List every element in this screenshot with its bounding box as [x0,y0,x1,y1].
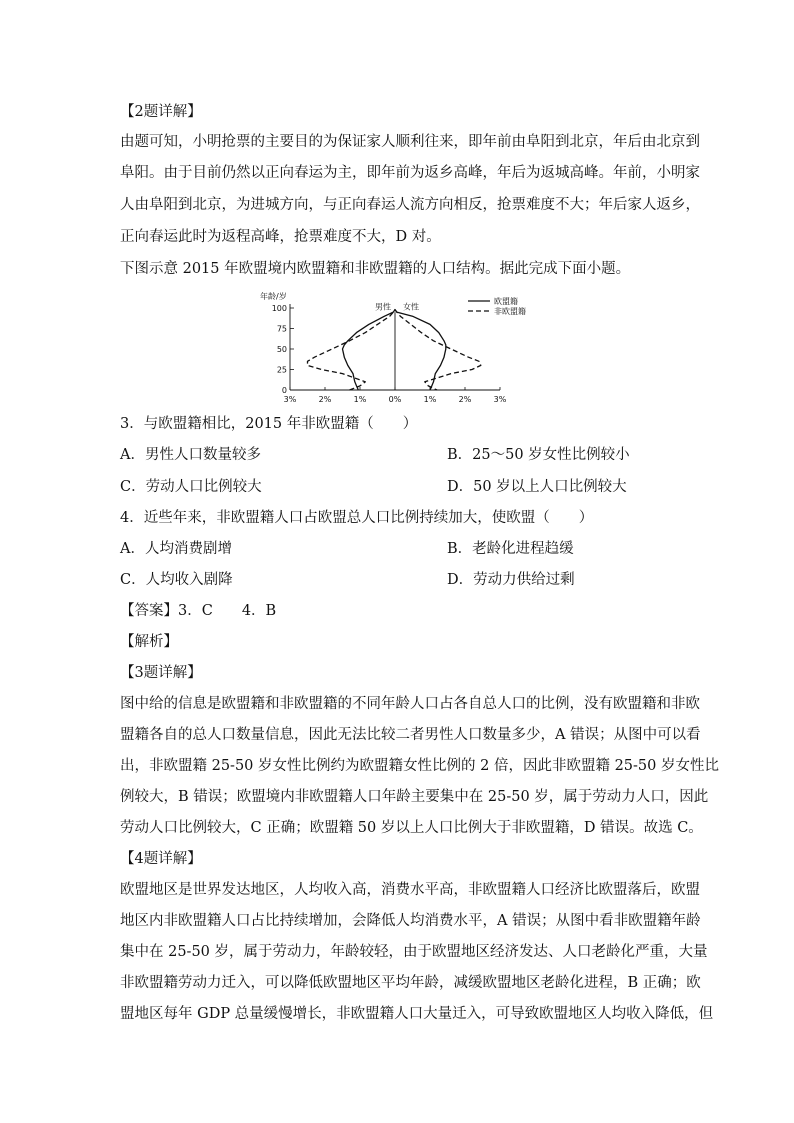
eu-citizens-series-line [343,310,446,390]
q3-detail-line: 盟籍各自的总人口数量信息，因此无法比较二者男性人口数量多少，A 错误；从图中可以看 [120,727,701,743]
y-tick-label: 75 [276,324,287,334]
y-tick-label: 50 [276,345,287,354]
q3-stem: 3．与欧盟籍相比，2015 年非欧盟籍（ ） [120,416,418,432]
x-tick-label: 0% [388,395,402,404]
q4-option-b: B．老龄化进程趋缓 [447,541,574,557]
x-tick-label: 3% [283,395,297,404]
q4-detail-line: 盟地区每年 GDP 总量缓慢增长，非欧盟籍人口大量迁入，可导致欧盟地区人均收入降低，但 [120,1006,714,1022]
x-tick-label: 2% [458,395,472,404]
q4-detail-heading: 【4题详解】 [120,851,202,867]
q3-detail-line: 例较大，B 错误；欧盟境内非欧盟籍人口年龄主要集中在 25-50 岁，属于劳动力人口，因此 [120,789,709,805]
analysis-heading: 【解析】 [120,634,178,650]
q4-option-c: C．人均收入剧降 [120,572,233,588]
q2-detail-line: 正向春运此时为返程高峰，抢票难度不大，D 对。 [120,229,441,245]
q4-detail-line: 集中在 25-50 岁，属于劳动力，年龄较轻，由于欧盟地区经济发达、人口老龄化严重，大量 [120,944,708,960]
q3-option-a: A．男性人口数量较多 [120,447,261,463]
legend-label-non-eu: 非欧盟籍 [494,307,526,316]
female-label: 女性 [403,302,419,312]
q2-detail-line: 人由阜阳到北京，为进城方向，与正向春运人流方向相反，抢票难度不大；年后家人返乡， [120,197,700,213]
q2-detail-line: 由题可知，小明抢票的主要目的为保证家人顺利往来，即年前由阜阳到北京，年后由北京到 [120,134,700,150]
y-axis-label: 年龄/岁 [260,292,287,301]
q4-stem: 4．近些年来，非欧盟籍人口占欧盟总人口比例持续加大，使欧盟（ ） [120,510,594,526]
non-eu-citizens-series-line [308,310,481,390]
population-pyramid-chart [250,286,550,406]
q4-option-d: D．劳动力供给过剩 [447,572,575,588]
male-label: 男性 [375,302,391,312]
q3-detail-line: 出，非欧盟籍 25-50 岁女性比例约为欧盟籍女性比例的 2 倍，因此非欧盟籍 25-50 岁女性比 [120,758,719,774]
x-tick-label: 3% [493,395,507,404]
q3-detail-line: 劳动人口比例较大，C 正确；欧盟籍 50 岁以上人口比例大于非欧盟籍，D 错误。故选 C。 [120,820,703,836]
q4-detail-line: 地区内非欧盟籍人口占比持续增加，会降低人均消费水平，A 错误；从图中看非欧盟籍年龄 [120,913,701,929]
q3-option-d: D．50 岁以上人口比例较大 [447,479,627,495]
q4-detail-line: 欧盟地区是世界发达地区，人均收入高，消费水平高，非欧盟籍人口经济比欧盟落后，欧盟 [120,882,700,898]
q3-detail-heading: 【3题详解】 [120,665,202,681]
q4-option-a: A．人均消费剧增 [120,541,232,557]
x-tick-label: 2% [318,395,332,404]
answer-line: 【答案】3．C 4．B [120,603,277,619]
x-tick-label: 1% [423,395,437,404]
chart-intro: 下图示意 2015 年欧盟境内欧盟籍和非欧盟籍的人口结构。据此完成下面小题。 [120,261,631,277]
legend-label-eu: 欧盟籍 [494,297,518,306]
q3-detail-line: 图中给的信息是欧盟籍和非欧盟籍的不同年龄人口占各自总人口的比例，没有欧盟籍和非欧 [120,696,700,712]
x-tick-label: 1% [353,395,367,404]
q3-option-c: C．劳动人口比例较大 [120,479,262,495]
y-tick-label: 25 [276,365,287,375]
y-tick-label: 0 [281,386,287,395]
q2-detail-line: 阜阳。由于目前仍然以正向春运为主，即年前为返乡高峰，年后为返城高峰。年前，小明家 [120,165,700,181]
q4-detail-line: 非欧盟籍劳动力迁入，可以降低欧盟地区平均年龄，减缓欧盟地区老龄化进程，B 正确；欧 [120,975,701,991]
y-tick-label: 100 [271,304,287,313]
q3-option-b: B．25～50 岁女性比例较小 [447,447,630,463]
q2-detail-heading: 【2题详解】 [120,104,202,120]
